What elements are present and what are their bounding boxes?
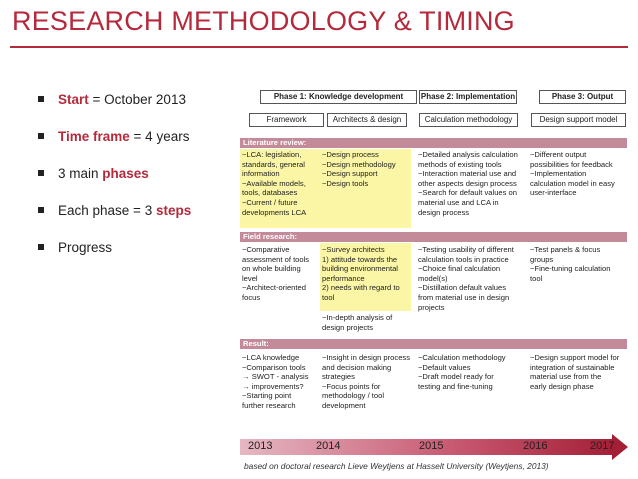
bullet-highlight: Start [58,92,89,107]
field-framework-cell: −Comparative assessment of tools on whole building level −Architect-oriented focus [242,245,310,302]
lit-output-cell: −Different output possibilities for feedback −Implementation calculation model in easy user-interface [530,150,615,198]
methodology-diagram [236,86,629,438]
band-result: Result: [240,339,627,349]
field-architects-analysis-cell: −In-depth analysis of design projects [322,313,393,332]
bullet-marker-icon [38,244,44,250]
lit-framework-cell: −LCA: legislation, standards, general information −Available models, tools, databases −Current / future developments LCA [242,150,307,217]
subheader-framework: Framework [249,113,324,127]
timeline-year: 2013 [248,440,273,452]
phase-1-header: Phase 1: Knowledge development [260,90,417,104]
bullet-text: Progress [58,240,113,255]
subheader-architects-design: Architects & design [327,113,407,127]
subheader-calculation-methodology: Calculation methodology [419,113,518,127]
slide-title: RESEARCH METHODOLOGY & TIMING [12,6,515,36]
result-architects-cell: −Insight in design process and decision making strategies −Focus points for methodology / tool development [322,353,411,410]
lit-calculation-cell: −Detailed analysis calculation methods of existing tools −Interaction material use and other aspects design process −Search for default values on material use and LCA in design process [418,150,518,217]
timeline-year: 2015 [419,440,444,452]
bullet-marker-icon [38,133,44,139]
bullet-text: Each phase = 3 [58,203,156,218]
lit-architects-cell: −Design process −Design methodology −Design support −Design tools [322,150,396,188]
band-literature-review: Literature review: [240,138,627,148]
source-caption: based on doctoral research Lieve Weytjens at Hasselt University (Weytjens, 2013) [244,461,549,471]
subheader-design-support-model: Design support model [531,113,626,127]
bullet-highlight: phases [102,166,149,181]
bullet-text: = 4 years [129,129,190,144]
result-framework-cell: −LCA knowledge −Comparison tools → SWOT - analysis → improvements? −Starting point further research [242,353,309,410]
result-output-cell: −Design support model for integration of sustainable material use from the early design phase [530,353,620,391]
field-calculation-cell: −Testing usability of different calculation tools in practice −Choice final calculation model(s) −Distillation default values from material use in design projects [418,245,514,312]
title-underline [10,46,628,48]
phase-3-header: Phase 3: Output [539,90,626,104]
bullet-marker-icon [38,170,44,176]
bullet-text: 3 main [58,166,103,181]
timeline-year: 2017 [590,440,615,452]
timeline-year: 2014 [316,440,341,452]
result-calculation-cell: −Calculation methodology −Default values −Draft model ready for testing and fine-tuning [418,353,506,391]
phase-2-header: Phase 2: Implementation [419,90,517,104]
band-field-research: Field research: [240,232,627,242]
bullet-text: = October 2013 [88,92,186,107]
timeline-year: 2016 [523,440,548,452]
bullet-highlight: Time frame [58,129,130,144]
bullet-marker-icon [38,207,44,213]
field-architects-survey-cell: −Survey architects 1) attitude towards the building environmental performance 2) needs with regard to tool [322,245,400,302]
field-output-cell: −Test panels & focus groups −Fine-tuning calculation tool [530,245,611,283]
bullet-highlight: steps [155,203,192,218]
bullet-marker-icon [38,96,44,102]
